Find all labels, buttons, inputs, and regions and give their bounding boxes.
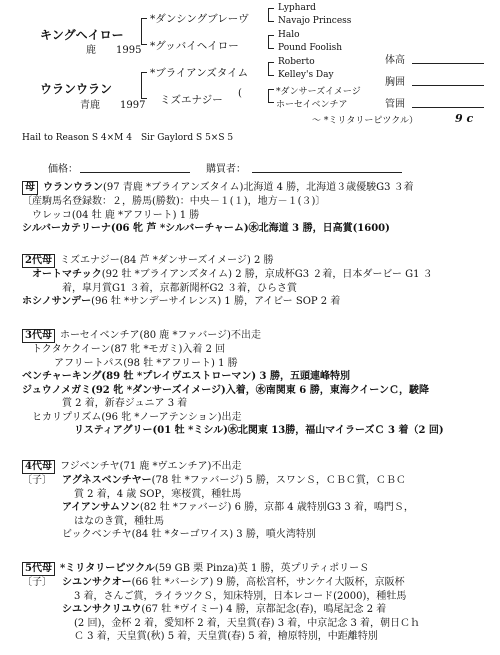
dam1-section bbox=[22, 181, 492, 236]
dam1-foal-1: シルバーカテリーナ(06 牝 芦 *シルバーチャーム)㊌北海道 3 勝，日高賞(1600) bbox=[22, 223, 390, 234]
dam4-line-1: 賞 2 着，4 歳 SOP，寒桜賞，種牡馬 bbox=[74, 488, 242, 500]
price-label: 価格： bbox=[48, 164, 78, 175]
dam5-desc: (59 GB 栗 Pinza)英 1 勝，英プリティポリーＳ bbox=[154, 563, 370, 574]
dam1-header: 母 bbox=[22, 181, 38, 195]
bracket-line bbox=[268, 8, 274, 9]
bracket-line bbox=[141, 72, 142, 98]
bracket-line bbox=[268, 75, 274, 76]
dam4-line-2-rest: (82 牡 *ファバージ) 6 勝，京都 4 歳特別G3 3 着，鳴門Ｓ， bbox=[139, 502, 414, 513]
sire-info: 鹿 1995 bbox=[86, 45, 142, 56]
dam3-desc: (80 鹿 *ファバージ)不出走 bbox=[139, 330, 261, 341]
chest-label: 胸囲 bbox=[385, 77, 405, 88]
dam-dam: ミズエナジー bbox=[160, 94, 223, 106]
bracket-line bbox=[141, 18, 142, 44]
dam5-section bbox=[22, 562, 492, 644]
bracket-line bbox=[268, 8, 269, 21]
gen3-sss: Lyphard bbox=[278, 3, 316, 13]
dam2-line-1: 着，皐月賞G1 ３着，京都新聞杯G2 ３着，ひらさ賞 bbox=[62, 282, 298, 294]
dam2-section bbox=[22, 254, 492, 309]
chest-field[interactable] bbox=[412, 85, 484, 86]
dam2-line-2-rest: (96 牡 *サンデーサイレンス) 1 勝，アイビー SOP 2 着 bbox=[91, 296, 341, 307]
dam4-line-0-rest: (78 牡 *ファバージ) 5 勝，スワンＳ，ＣＢＣ賞，ＣＢＣ bbox=[151, 475, 406, 486]
gen3-dsd: Kelley's Day bbox=[278, 70, 334, 80]
bracket-line bbox=[268, 35, 269, 48]
dam3-name: ホーセイベンチア bbox=[59, 330, 140, 341]
dam2-header: 2代母 bbox=[22, 254, 55, 268]
dam3-line-0: トクタケクイーン(87 牝 *モガミ)入着 2 回 bbox=[32, 344, 226, 355]
dam-name: ウランウラン bbox=[40, 82, 113, 96]
dam2-line-0-rest: (92 牡 *ブライアンズタイム) 2 勝，京成杯G3 ２着，日本ダービー G1 ３ bbox=[101, 269, 433, 280]
bracket-line bbox=[141, 44, 147, 45]
dam4-line-3: はなのき賞，種牡馬 bbox=[74, 515, 164, 527]
dam5-line-1: 3 着，さんご賞，ライラツクＳ，知床特別，日本レコード(2000)，種牡馬 bbox=[74, 590, 407, 602]
dam2-desc: (84 芦 *ダンサーズイメージ) 2 勝 bbox=[119, 255, 274, 266]
dam4-line-2-name: アイアンサムソン bbox=[62, 502, 140, 513]
dam4-section bbox=[22, 460, 492, 542]
dam3-line-3: ジュウノメガミ(92 牝 *ダンサーズイメージ)入着，㊌南関東 6 勝，東海クイーンＣ，駿降 bbox=[22, 384, 429, 396]
dam-info: 青鹿 1997 bbox=[80, 100, 146, 111]
dam5-header: 5代母 bbox=[22, 562, 55, 576]
dam4-child-label: 〔子〕 bbox=[22, 475, 52, 486]
bracket-line bbox=[268, 89, 269, 102]
gen3-dds: *ダンサーズイメージ bbox=[276, 87, 361, 97]
bracket-line bbox=[268, 62, 269, 75]
family-number: 9 c bbox=[455, 112, 474, 125]
dam-sire: *ブライアンズタイム bbox=[150, 67, 249, 79]
dam2-line-0-name: オートマチック bbox=[32, 269, 102, 280]
cannon-label: 管囲 bbox=[385, 99, 405, 110]
dam3-line-2: ベンチャーキング(89 牡 *プレイヴエストローマン) 3 勝，五頭連峰特別 bbox=[22, 371, 350, 382]
dam5-line-0-rest: (66 牡 *バーシア) 9 勝，高松宮杯，サンケイ大阪杯，京阪杯 bbox=[131, 577, 405, 588]
gen3-sdd: Pound Foolish bbox=[278, 43, 343, 53]
bracket-line bbox=[141, 72, 147, 73]
dam3-line-5: ヒカリプリズム(96 牝 *ノーアテンション)出走 bbox=[32, 411, 242, 423]
sire-sire: *ダンシングブレーヴ bbox=[150, 13, 249, 25]
bracket-line bbox=[141, 98, 147, 99]
dam1-name: ウランウラン bbox=[43, 182, 103, 193]
dam5-child-label: 〔子〕 bbox=[22, 577, 52, 588]
cannon-field[interactable] bbox=[412, 107, 484, 108]
female-line-note: 〜 *ミリタリーピツクル） bbox=[312, 116, 419, 126]
dam4-desc: (71 鹿 *ヴエンチア)不出走 bbox=[119, 461, 242, 472]
dam5-line-2-name: シユンサクリユウ bbox=[62, 604, 142, 615]
dam1-foal-0: ウレッコ(04 牡 鹿 *アフリート) 1 勝 bbox=[32, 209, 200, 221]
dam4-line-4-name: ビックベンチヤ bbox=[62, 529, 132, 540]
price-field[interactable] bbox=[80, 172, 190, 173]
bracket-line bbox=[268, 62, 274, 63]
dam4-name: フジベンチヤ bbox=[59, 461, 120, 472]
bracket-line bbox=[141, 18, 147, 19]
gen3-ssd: Navajo Princess bbox=[278, 16, 352, 26]
dam5-name: *ミリタリーピツクル bbox=[59, 563, 155, 574]
dam3-section bbox=[22, 329, 492, 438]
height-label: 体高 bbox=[385, 55, 405, 66]
gen3-dss: Roberto bbox=[278, 57, 315, 67]
buyer-field[interactable] bbox=[252, 172, 402, 173]
gen3-sds: Halo bbox=[278, 30, 300, 40]
bracket-line bbox=[268, 35, 274, 36]
dam1-foals-note: 〔産駒馬名登録数：２，勝馬(勝数)：中央－１(１)，地方－１(３)〕 bbox=[22, 196, 326, 207]
dam3-line-6: リスティアグリー(01 牡 *ミシル)㊌北関東 13勝，福山マイラーズＣ 3 着（2 回) bbox=[74, 425, 444, 436]
paren-mark: ( bbox=[238, 88, 242, 99]
dam5-line-0-name: シユンサクオー bbox=[62, 577, 132, 588]
dam4-header: 4代母 bbox=[22, 460, 55, 474]
dam4-line-4-rest: (84 牡 *ターゴワイス) 3 勝，噴火湾特別 bbox=[131, 529, 316, 540]
dam3-line-4: 賞 2 着，新春ジュニア 3 着 bbox=[62, 398, 188, 409]
bracket-line bbox=[268, 102, 274, 103]
dam1-desc: (97 青鹿 *ブライアンズタイム)北海道 4 勝，北海道３歳優駿G3 ３着 bbox=[103, 182, 414, 193]
dam5-line-2-rest: (67 牡 *ヴイミー) 4 勝，京都記念(春)，鳴尾記念 2 着 bbox=[141, 604, 387, 615]
inbreeding-note: Hail to Reason S 4×M 4 Sir Gaylord S 5×S 5 bbox=[22, 133, 234, 143]
dam2-line-2-name: ホシノサンデー bbox=[22, 296, 92, 307]
dam3-header: 3代母 bbox=[22, 329, 55, 343]
bracket-line bbox=[268, 21, 274, 22]
sire-name: キングヘイロー bbox=[40, 28, 124, 42]
height-field[interactable] bbox=[412, 63, 484, 64]
buyer-label: 購買者： bbox=[206, 164, 246, 175]
bracket-line bbox=[268, 89, 274, 90]
dam2-name: ミズエナジー bbox=[59, 255, 120, 266]
sire-dam: *グッバイヘイロー bbox=[150, 40, 239, 52]
gen3-ddd: ホーセイベンチア bbox=[276, 100, 348, 110]
dam5-line-3: (2 回)，金杯 2 着，愛知杯 2 着，天皇賞(春) 3 着，中京記念 3 着，朝日Ｃｈ bbox=[74, 617, 421, 629]
dam4-line-0-name: アグネスベンチヤー bbox=[62, 475, 152, 486]
dam3-line-1: アフリートパス(98 牡 *アフリート) 1 勝 bbox=[54, 357, 238, 369]
dam5-line-4: Ｃ 3 着，天皇賞(秋) 5 着，天皇賞(春) 5 着，檜原特別，中距離特別 bbox=[74, 631, 378, 642]
bracket-line bbox=[268, 48, 274, 49]
